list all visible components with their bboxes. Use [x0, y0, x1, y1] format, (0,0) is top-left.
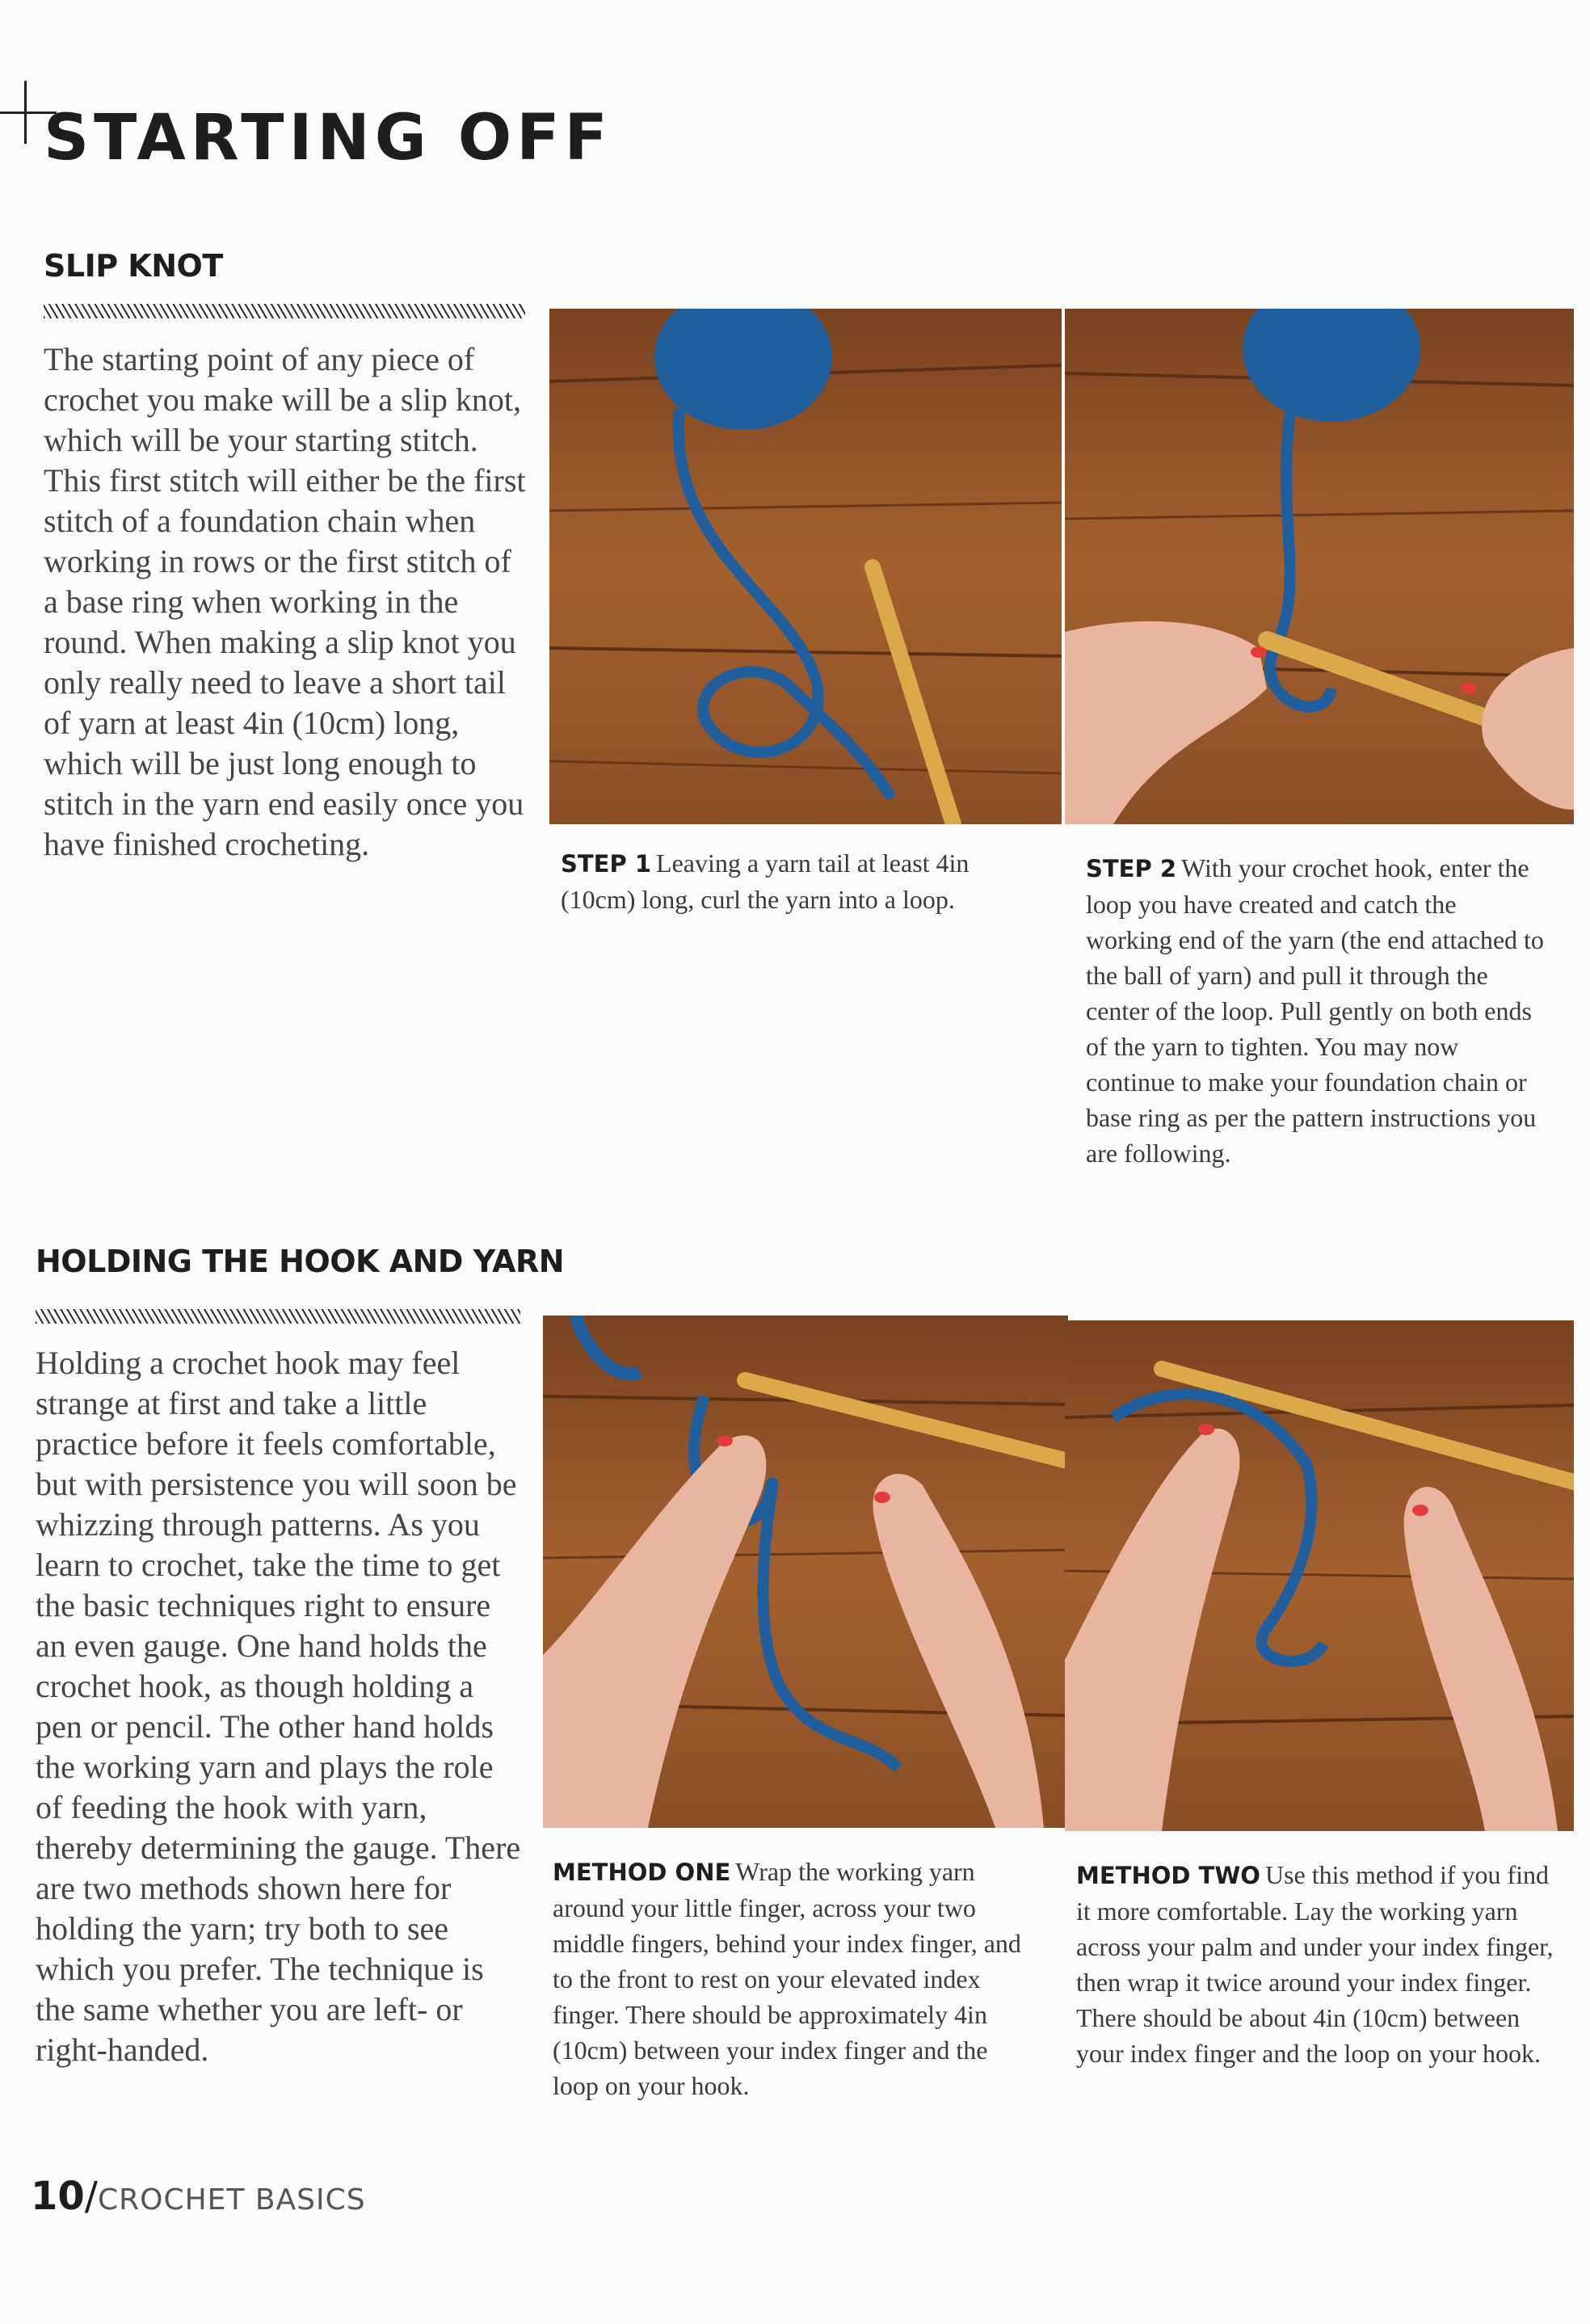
hatch-divider: [44, 304, 525, 318]
hatch-divider: [36, 1309, 520, 1324]
folio-slash: /: [84, 2174, 98, 2219]
holding-body: Holding a crochet hook may feel strange at first and take a little practice before it feels comfortable, but with persistence you will soon be whizzing through patterns. As you learn to crochet, take the time to get the basic techniques right to ensure an even gauge. One hand holds the crochet hook, as though holding a pen or pencil. The other hand holds the working yarn and plays the role of feeding the hook with yarn, thereby determining the gauge. There are two methods shown here for holding the yarn; try both to see which you prefer. The technique is the same whether you are left- or right-handed.: [36, 1345, 521, 2068]
section-heading-holding: HOLDING THE HOOK AND YARN: [36, 1244, 565, 1279]
running-section-title: CROCHET BASICS: [97, 2183, 366, 2217]
caption-label: STEP 1: [561, 850, 652, 878]
caption-step1: [561, 845, 1037, 917]
photo-step1: [549, 309, 1062, 824]
photo-method-two: [1065, 1320, 1574, 1831]
caption-method-two: [1076, 1857, 1561, 2071]
caption-text: With your crochet hook, enter the loop you have created and catch the working end of the yarn (the end attached to the ball of yarn) and pull it through the center of the loop. Pull gently on both ends of the yarn to tighten. You may now continue to make your foundation chain or base ring as per the pattern instructions you are following.: [1086, 853, 1544, 1168]
caption-text: Use this method if you find it more comfortable. Lay the working yarn across your palm and under your index finger, then wrap it twice around your index finger. There should be about 4in (10cm) between your index finger and the loop on your hook.: [1076, 1860, 1554, 2068]
photo-method-one: [543, 1316, 1068, 1828]
caption-text: Leaving a yarn tail at least 4in (10cm) long, curl the yarn into a loop.: [561, 848, 970, 914]
photo-step2: [1065, 309, 1574, 824]
caption-label: METHOD ONE: [553, 1859, 731, 1886]
corner-crosshair-icon: [24, 81, 27, 144]
page-number: 10: [31, 2174, 85, 2219]
section-heading-slip-knot: SLIP KNOT: [44, 248, 223, 284]
caption-text: Wrap the working yarn around your little finger, across your two middle fingers, behind your index finger, and to the front to rest on your elevated index finger. There should be approximately 4in (10cm) between your index finger and the loop on your hook.: [553, 1857, 1021, 2100]
caption-label: METHOD TWO: [1076, 1862, 1260, 1889]
page-title: STARTING OFF: [44, 102, 612, 175]
caption-label: STEP 2: [1086, 855, 1177, 882]
caption-step2: [1086, 850, 1546, 1171]
slip-knot-body: The starting point of any piece of crochet you make will be a slip knot, which will be your starting stitch. This first stitch will either be the first stitch of a foundation chain when working in rows or the first stitch of a base ring when working in the round. When making a slip knot you only really need to leave a short tail of yarn at least 4in (10cm) long, which will be just long enough to stitch in the yarn end easily once you have finished crocheting.: [44, 341, 526, 862]
caption-method-one: [553, 1854, 1037, 2103]
page-footer: [31, 2174, 366, 2219]
